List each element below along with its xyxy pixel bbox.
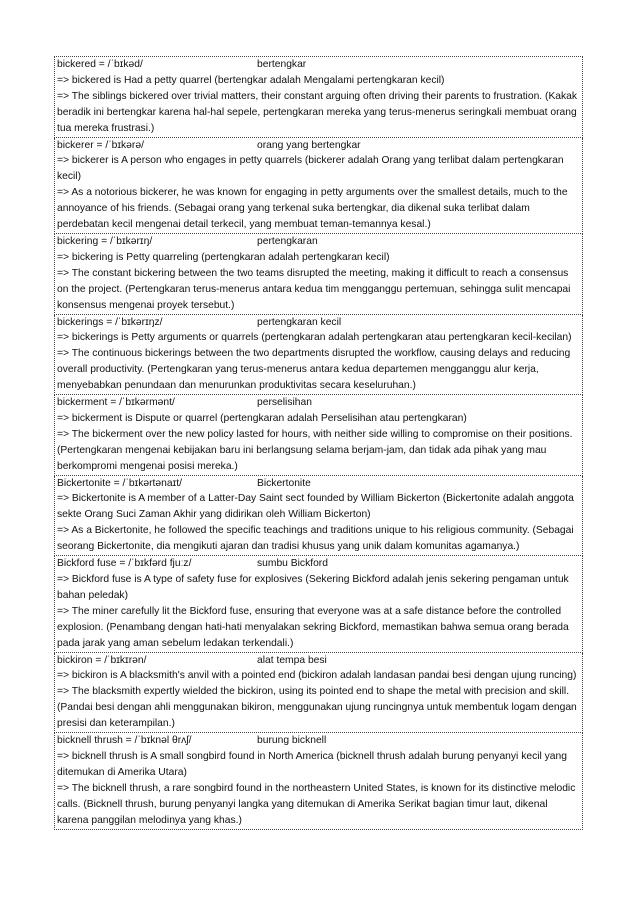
entry-term: bickiron = /ˈbɪkɪrən/ bbox=[57, 654, 147, 666]
entry-term: Bickford fuse = /ˈbɪkfərd fjuːz/ bbox=[57, 558, 192, 570]
entry-term: bickerment = /ˈbɪkərmənt/ bbox=[57, 397, 175, 409]
dictionary-entry bbox=[54, 476, 583, 557]
entry-definition: => bickered is Had a petty quarrel (bertengkar adalah Mengalami pertengkaran kecil) bbox=[57, 74, 445, 86]
entry-translation: pertengkaran bbox=[257, 235, 318, 247]
entry-header bbox=[57, 138, 581, 154]
dictionary-entry bbox=[54, 653, 583, 734]
dictionary-entry bbox=[54, 315, 583, 396]
entry-translation: alat tempa besi bbox=[257, 654, 327, 666]
entry-example: => The blacksmith expertly wielded the bickiron, using its pointed end to shape the metal with precision and skill. (Pandai besi dengan ahli menggunakan bikiron, menggunakan ujung runcingnya untuk membentuk logam dengan presisi dan keterampilan.) bbox=[57, 686, 577, 730]
dictionary-entry bbox=[54, 57, 583, 138]
entry-definition: => bickering is Petty quarreling (pertengkaran adalah pertengkaran kecil) bbox=[57, 251, 390, 263]
entry-header bbox=[57, 733, 581, 749]
entry-header bbox=[57, 476, 581, 492]
entry-definition: => bicknell thrush is A small songbird found in North America (bicknell thrush adalah burung penyanyi kecil yang ditemukan di Amerika Utara) bbox=[57, 750, 567, 778]
entry-definition: => bickerment is Dispute or quarrel (pertengkaran adalah Perselisihan atau pertengkaran) bbox=[57, 412, 467, 424]
entry-term: bickered = /ˈbɪkəd/ bbox=[57, 59, 143, 70]
dictionary-entries bbox=[54, 56, 583, 830]
entry-example: => The continuous bickerings between the two departments disrupted the workflow, causing delays and reducing overall productivity. (Pertengkaran yang terus-menerus antara kedua departemen mengganggu alur kerja, menyebabkan penundaan dan menurunkan produktivitas secara keseluruhan.) bbox=[57, 348, 571, 392]
entry-example: => The bickerment over the new policy lasted for hours, with neither side willing to compromise on their positions. (Pertengkaran mengenai kebijakan baru ini berlangsung selama berjam-jam, dan tidak ada pihak yang mau berkompromi mengenai posisi mereka.) bbox=[57, 428, 573, 472]
entry-term: bickering = /ˈbɪkərɪŋ/ bbox=[57, 235, 153, 247]
entry-example: => The bicknell thrush, a rare songbird found in the northeastern United States, is known for its distinctive melodic calls. (Bicknell thrush, burung penyanyi langka yang ditemukan di Amerika Serikat bagian timur laut, dikenal karena panggilan melodinya yang khas.) bbox=[57, 782, 576, 826]
entry-header bbox=[57, 234, 581, 250]
entry-translation: orang yang bertengkar bbox=[257, 139, 361, 151]
entry-term: bicknell thrush = /ˈbɪknəl θrʌʃ/ bbox=[57, 735, 192, 747]
dictionary-entry bbox=[54, 395, 583, 476]
dictionary-entry bbox=[54, 733, 583, 829]
entry-definition: => bickerer is A person who engages in petty quarrels (bickerer adalah Orang yang terlibat dalam pertengkaran kecil) bbox=[57, 155, 564, 183]
entry-example: => The constant bickering between the two teams disrupted the meeting, making it difficult to reach a consensus on the project. (Pertengkaran terus-menerus antara kedua tim mengganggu pertemuan, sehingga sulit mencapai konsensus mengenai proyek tersebut.) bbox=[57, 267, 571, 311]
entry-translation: bertengkar bbox=[257, 59, 307, 70]
entry-translation: sumbu Bickford bbox=[257, 558, 328, 570]
entry-example: => The siblings bickered over trivial matters, their constant arguing often driving their parents to frustration. (Kakak beradik ini bertengkar karena hal-hal sepele, pertengkaran mereka yang terus-menerus seringkali membuat orang tua mereka frustrasi.) bbox=[57, 90, 578, 134]
entry-definition: => bickiron is A blacksmith's anvil with a pointed end (bickiron adalah landasan pandai besi dengan ujung runcing) bbox=[57, 670, 577, 682]
entry-header bbox=[57, 315, 581, 331]
dictionary-entry bbox=[54, 234, 583, 315]
entry-term: Bickertonite = /ˈbɪkərtənaɪt/ bbox=[57, 477, 182, 489]
entry-translation: burung bicknell bbox=[257, 735, 327, 747]
entry-header bbox=[57, 556, 581, 572]
entry-example: => As a Bickertonite, he followed the specific teachings and traditions unique to his religious community. (Sebagai seorang Bickertonite, dia mengikuti ajaran dan tradisi khusus yang unik dalam komunitas agamanya.) bbox=[57, 525, 574, 553]
entry-definition: => bickerings is Petty arguments or quarrels (pertengkaran adalah pertengkaran atau pertengkaran kecil-kecilan) bbox=[57, 332, 572, 344]
entry-example: => As a notorious bickerer, he was known for engaging in petty arguments over the smallest details, much to the annoyance of his friends. (Sebagai orang yang terkenal suka bertengkar, dia dikenal suka terlibat dalam perdebatan kecil mengenai detail terkecil, yang membuat teman-temannya kesal.) bbox=[57, 187, 568, 231]
entry-definition: => Bickertonite is A member of a Latter-Day Saint sect founded by William Bickerton (Bickertonite adalah anggota sekte Orang Suci Zaman Akhir yang didirikan oleh William Bickerton) bbox=[57, 493, 574, 521]
entry-header bbox=[57, 57, 581, 73]
dictionary-entry bbox=[54, 138, 583, 234]
entry-header bbox=[57, 395, 581, 411]
entry-translation: Bickertonite bbox=[257, 477, 311, 489]
entry-term: bickerer = /ˈbɪkərə/ bbox=[57, 139, 144, 151]
entry-example: => The miner carefully lit the Bickford fuse, ensuring that everyone was at a safe distance before the controlled explosion. (Penambang dengan hati-hati menyalakan sekring Bickford, memastikan bahwa semua orang berada pada jarak yang aman sebelum ledakan terkendali.) bbox=[57, 605, 569, 649]
entry-definition: => Bickford fuse is A type of safety fuse for explosives (Sekering Bickford adalah jenis sekering pengaman untuk bahan peledak) bbox=[57, 574, 569, 601]
entry-term: bickerings = /ˈbɪkərɪŋz/ bbox=[57, 316, 163, 328]
entry-header bbox=[57, 653, 581, 669]
entry-translation: perselisihan bbox=[257, 397, 312, 409]
dictionary-entry bbox=[54, 556, 583, 652]
entry-translation: pertengkaran kecil bbox=[257, 316, 342, 328]
